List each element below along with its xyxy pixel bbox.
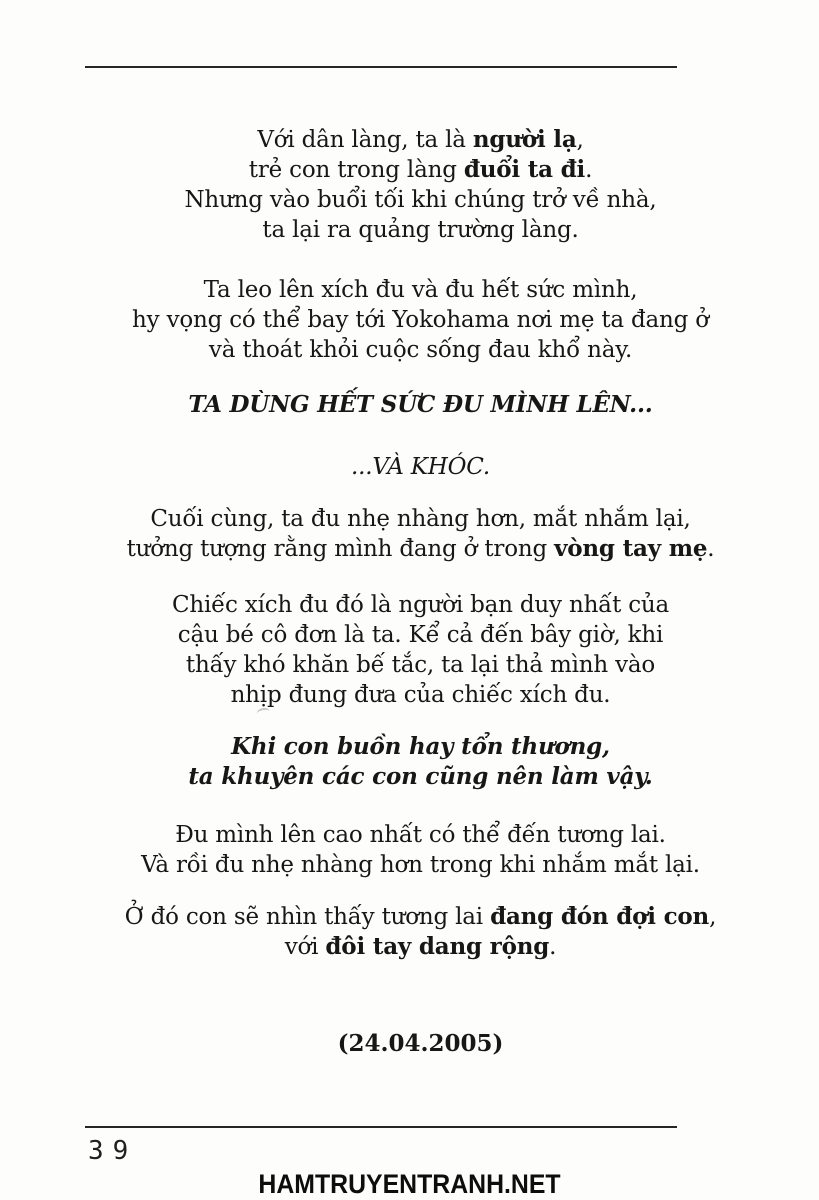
- poem-line: Cuối cùng, ta đu nhẹ nhàng hơn, mắt nhắm lại,: [150, 506, 691, 532]
- stanza: [22, 275, 819, 365]
- poem-line: tưởng tượng rằng mình đang ở trong vòng tay mẹ.: [126, 535, 715, 562]
- poem-line: Nhưng vào buổi tối khi chúng trở về nhà,: [184, 187, 657, 213]
- poem-line: cậu bé cô đơn là ta. Kể cả đến bây giờ, khi: [177, 622, 664, 648]
- stanza: [22, 902, 819, 962]
- stanza: [22, 452, 819, 482]
- poem-line: Chiếc xích đu đó là người bạn duy nhất của: [171, 592, 670, 618]
- stanza: [22, 504, 819, 564]
- stanza: [22, 732, 819, 792]
- poem-line: TA DÙNG HẾT SỨC ĐU MÌNH LÊN...: [188, 391, 653, 418]
- bottom-rule: [85, 1126, 677, 1128]
- poem-line: Và rồi đu nhẹ nhàng hơn trong khi nhắm mắt lại.: [141, 852, 700, 878]
- poem-line: và thoát khỏi cuộc sống đau khổ này.: [208, 337, 633, 363]
- stanza: [22, 590, 819, 710]
- stanza: [22, 820, 819, 880]
- poem-line: Khi con buồn hay tổn thương,: [231, 733, 610, 760]
- poem-line: ta khuyên các con cũng nên làm vậy.: [188, 763, 653, 790]
- poem-line: với đôi tay dang rộng.: [284, 933, 557, 960]
- stanza: [22, 125, 819, 245]
- poem-line: thấy khó khăn bế tắc, ta lại thả mình vào: [185, 652, 656, 678]
- poem-line: Ở đó con sẽ nhìn thấy tương lai đang đón đợi con,: [124, 903, 717, 930]
- stanza: [22, 390, 819, 420]
- poem-line: ...VÀ KHÓC.: [351, 454, 490, 480]
- poem: [22, 0, 819, 1058]
- poem-line: nhịp đung đưa của chiếc xích đu.: [230, 682, 611, 708]
- poem-line: Với dân làng, ta là người lạ,: [257, 126, 584, 153]
- date-caption: (24.04.2005): [337, 1030, 504, 1057]
- watermark-logo: HAMTRUYENTRANH.NET: [258, 1169, 561, 1199]
- poem-line: hy vọng có thể bay tới Yokohama nơi mẹ ta đang ở: [132, 307, 709, 333]
- poem-line: Đu mình lên cao nhất có thể đến tương lai.: [175, 822, 666, 848]
- poem-line: trẻ con trong làng đuổi ta đi.: [248, 156, 593, 183]
- poem-line: Ta leo lên xích đu và đu hết sức mình,: [203, 277, 638, 303]
- poem-line: ta lại ra quảng trường làng.: [262, 217, 579, 243]
- page-number: 39: [88, 1136, 138, 1166]
